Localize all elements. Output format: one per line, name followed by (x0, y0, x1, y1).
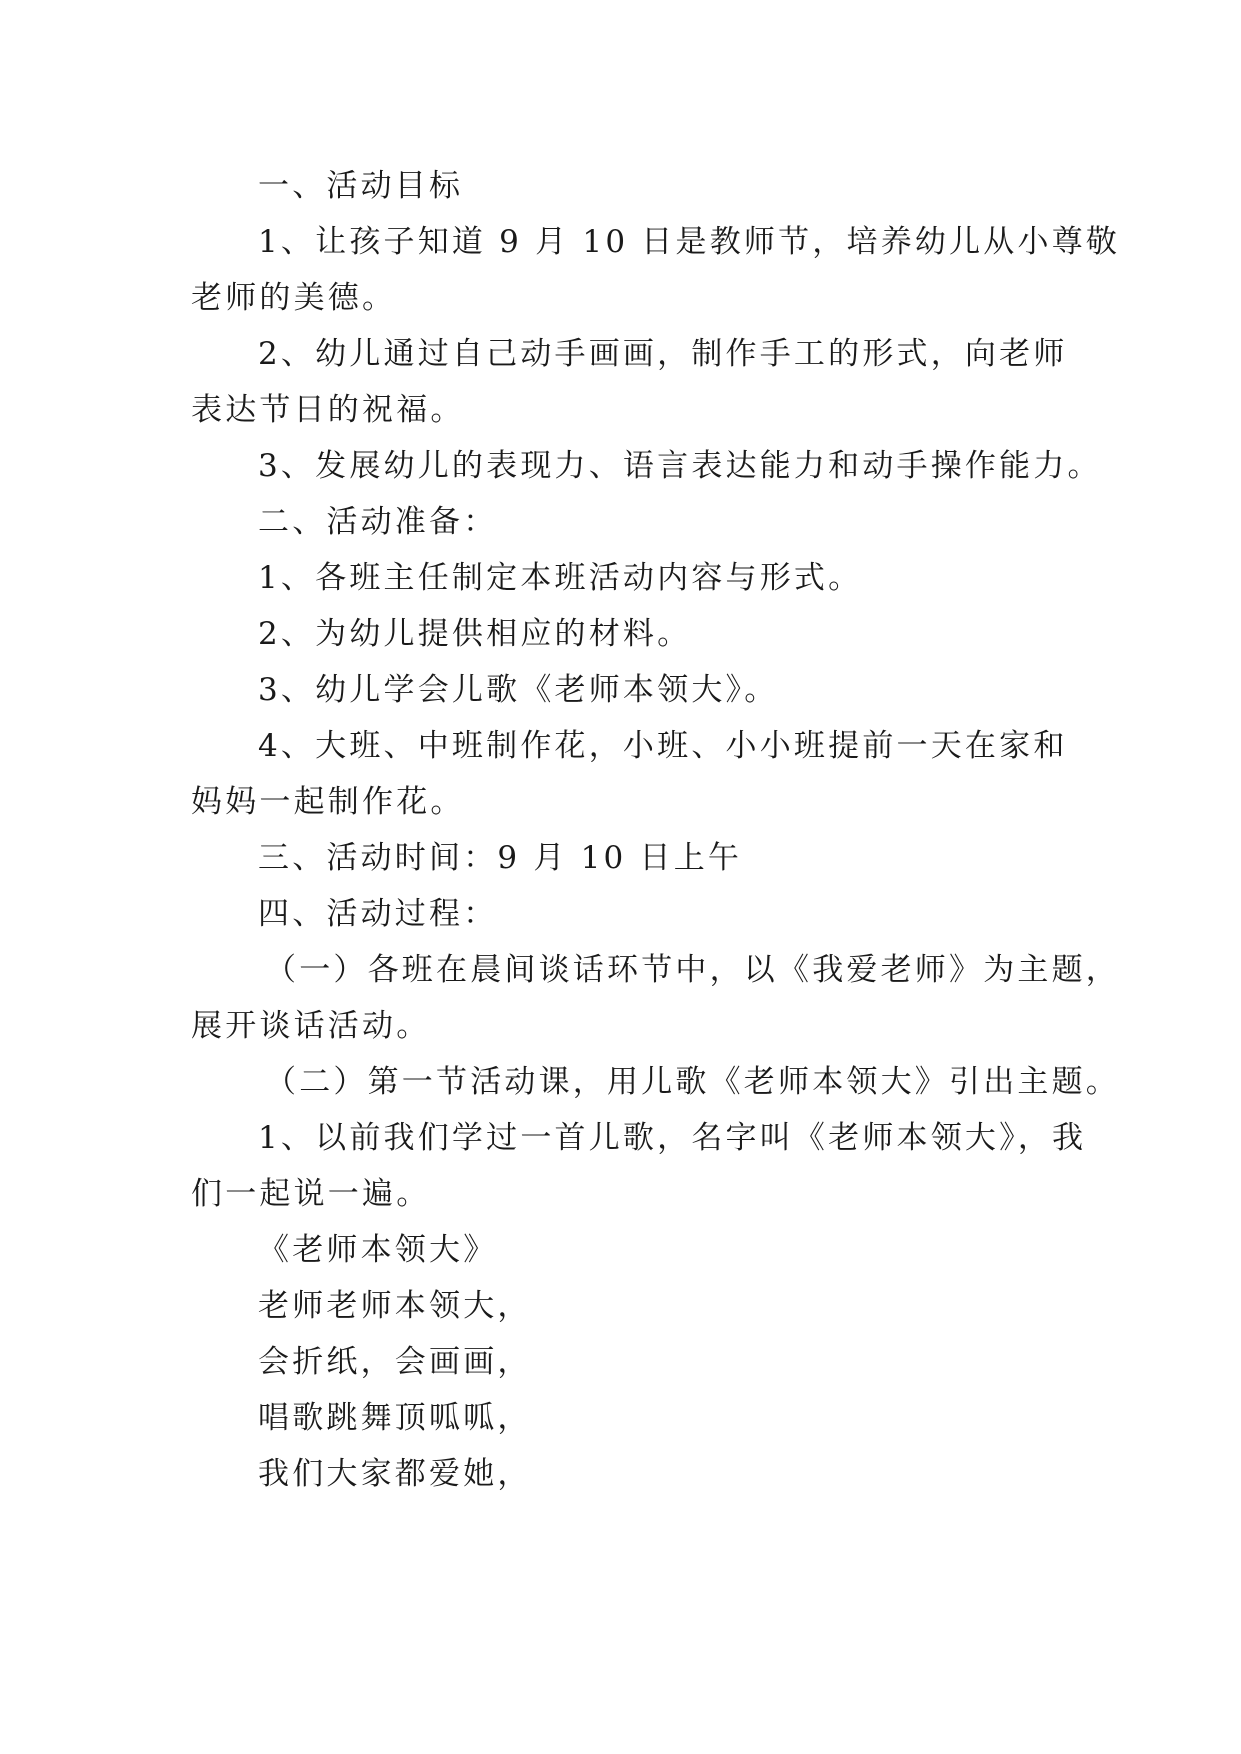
process-2: （二）第一节活动课，用儿歌《老师本领大》引出主题。 (265, 1064, 1120, 1100)
prep-1: 1、各班主任制定本班活动内容与形式。 (258, 560, 863, 596)
goal-2-line-1: 2、幼儿通过自己动手画画，制作手工的形式，向老师 (258, 336, 1068, 372)
process-2-step-1-line-1: 1、以前我们学过一首儿歌，名字叫《老师本领大》，我 (258, 1120, 1087, 1156)
song-line-1: 老师老师本领大， (258, 1288, 532, 1324)
prep-2: 2、为幼儿提供相应的材料。 (258, 616, 692, 652)
song-line-2: 会折纸，会画画， (258, 1344, 532, 1380)
song-line-4: 我们大家都爱她， (258, 1456, 532, 1492)
song-title: 《老师本领大》 (258, 1232, 498, 1268)
heading-activity-goals: 一、活动目标 (258, 168, 464, 204)
heading-activity-preparation: 二、活动准备： (258, 504, 498, 540)
song-line-3: 唱歌跳舞顶呱呱， (258, 1400, 532, 1436)
process-1-line-1: （一）各班在晨间谈话环节中，以《我爱老师》为主题， (265, 952, 1120, 988)
process-2-step-1-line-2: 们一起说一遍。 (191, 1176, 431, 1212)
prep-4-line-2: 妈妈一起制作花。 (191, 784, 465, 820)
goal-2-line-2: 表达节日的祝福。 (191, 392, 465, 428)
prep-3: 3、幼儿学会儿歌《老师本领大》。 (258, 672, 779, 708)
process-1-line-2: 展开谈话活动。 (191, 1008, 431, 1044)
goal-3: 3、发展幼儿的表现力、语言表达能力和动手操作能力。 (258, 448, 1102, 484)
prep-4-line-1: 4、大班、中班制作花，小班、小小班提前一天在家和 (258, 728, 1068, 764)
goal-1-line-1: 1、让孩子知道 9 月 10 日是教师节，培养幼儿从小尊敬 (258, 224, 1121, 260)
heading-activity-time: 三、活动时间：9 月 10 日上午 (258, 840, 743, 876)
heading-activity-process: 四、活动过程： (258, 896, 498, 932)
goal-1-line-2: 老师的美德。 (191, 280, 397, 316)
